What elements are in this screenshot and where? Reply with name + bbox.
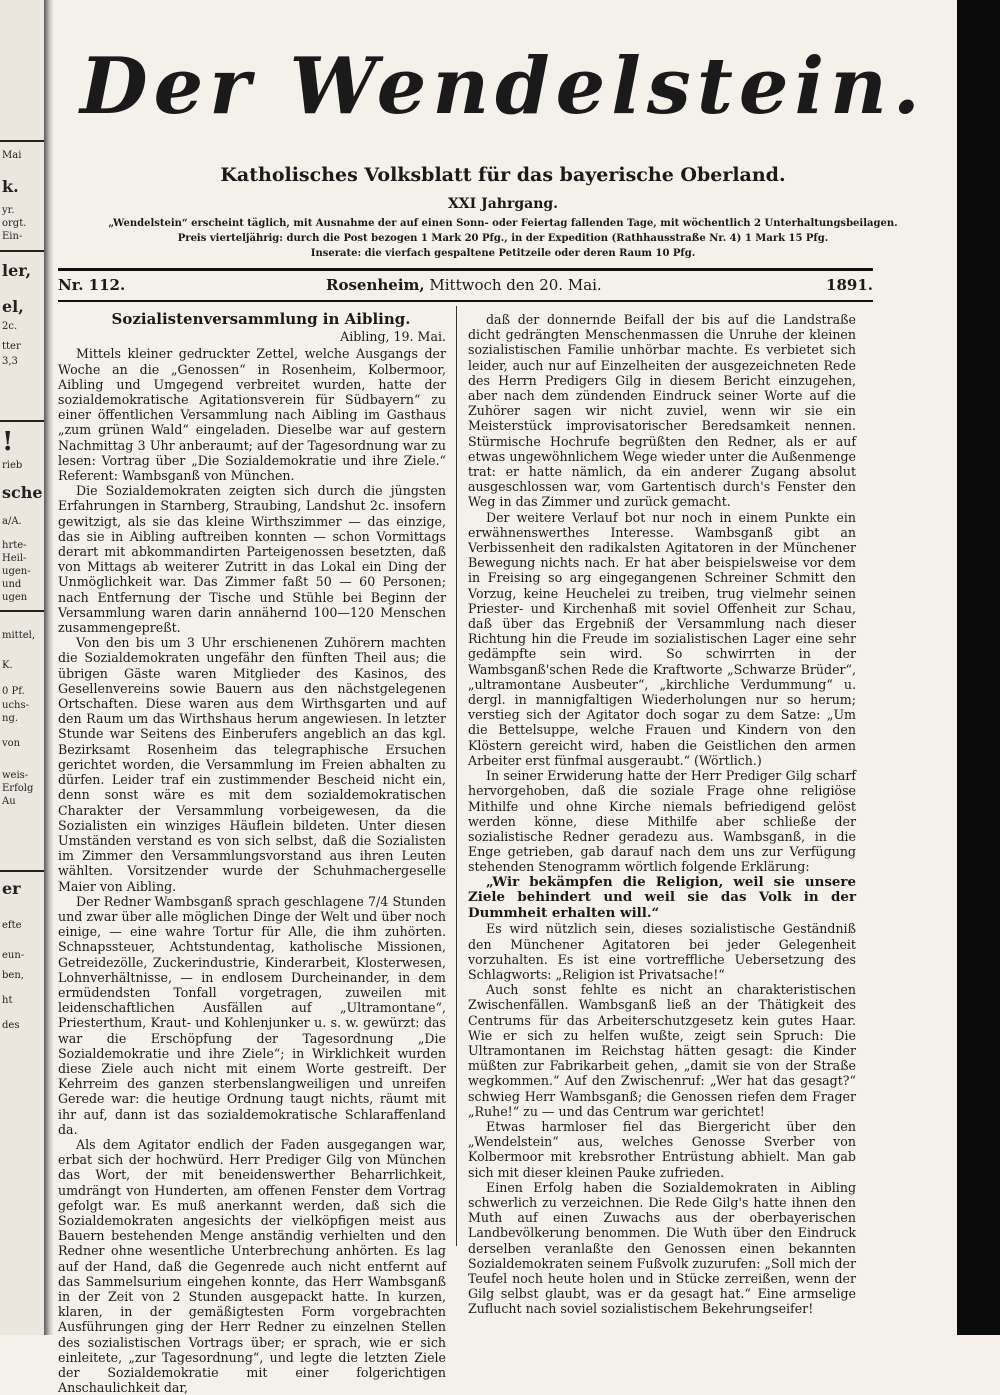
masthead-title: Der Wendelstein. (80, 41, 926, 132)
strip-fragment: ugen- (2, 566, 31, 577)
strip-fragment: Mai (2, 150, 22, 161)
price-info: Preis vierteljährig: durch die Post bezogen 1 Mark 20 Pfg., in der Expedition (Rathhausstraße Nr. 4) 1 Mark 15 Pfg. (177, 233, 829, 244)
article-column-right (468, 312, 856, 1317)
publication-info: „Wendelstein“ erscheint täglich, mit Ausnahme der auf einen Sonn- oder Feiertag fallenden Tage, mit wöchentlich 2 Unterhaltungsbeilagen. (108, 218, 898, 229)
paragraph: In seiner Erwiderung hatte der Herr Prediger Gilg scharf hervorgehoben, daß die soziale Frage ohne religiöse Mithilfe und ohne Kirche niemals befriedigend gelöst werden könne, diese Mithilfe aber schließe der sozialistische Redner geradezu aus. Wambsganß, in die Enge getrieben, gab darauf nach dem uns zur Verfügung stehenden Stenogramm wörtlich folgende Erklärung: (468, 768, 856, 875)
strip-fragment: efte (2, 920, 22, 931)
strip-rule (0, 250, 44, 252)
page-gutter (44, 0, 54, 1335)
masthead-subtitle: Katholisches Volksblatt für das bayerische Oberland. (220, 164, 786, 186)
strip-fragment: K. (2, 660, 13, 671)
date: Mittwoch den 20. Mai. (429, 276, 602, 294)
right-paragraphs-b (468, 921, 856, 1316)
strip-fragment: mittel, (2, 630, 36, 641)
strip-fragment: des (2, 1020, 20, 1031)
bottom-rule (58, 300, 873, 302)
strip-fragment: und (2, 579, 22, 590)
paragraph: Es wird nützlich sein, dieses sozialistische Geständniß den Münchener Agitatoren bei jeder Gelegenheit vorzuhalten. Es ist eine vortreffliche Uebersetzung des Schlagworts: „Religion ist Privatsache!“ (468, 921, 856, 982)
strip-fragment: el, (2, 297, 24, 316)
dateline (58, 276, 873, 300)
strip-fragment: ugen (2, 592, 28, 603)
strip-rule (0, 140, 44, 142)
strip-fragment: ht (2, 995, 13, 1006)
strip-fragment: a/A. (2, 516, 22, 527)
strip-fragment: ler, (2, 261, 32, 280)
strip-fragment: hrte- (2, 540, 27, 551)
volume-label: XXI Jahrgang. (447, 196, 559, 212)
paragraph: Der weitere Verlauf bot nur noch in einem Punkte ein erwähnenswerthes Interesse. Wambsganß gibt an Verbissenheit den radikalsten Agitatoren in der Münchener Bewegung nichts nach. Er hat aber beispielsweise vor dem in Freising so arg eingegangenen Schreiner Schmitt den Vorzug, keine Heuchelei zu treiben, trug vielmehr seinen Priester- und Kirchenhaß mit soviel Offenheit zur Schau, daß über das Ergebniß der Versammlung nach dieser Richtung hin die Freude im sozialistischen Lager eine sehr gedämpfte sein wird. So schwirrten in der Wambsganß'schen Rede die Kraftworte „Schwarze Brüder“, „ultramontane Ausbeuter“, „kirchliche Verdummung“ u. dergl. in mannigfaltigen Wiederholungen nur so herum; verstieg sich der Agitator doch sogar zu dem Satze: „Um die Bettelsuppe, welche Frauen und Kindern von den Klöstern gereicht wird, haben die Geistlichen den armen Arbeiter erst fünfmal ausgeraubt.“ (Wörtlich.) (468, 509, 856, 768)
strip-fragment: 2c. (2, 321, 18, 332)
year: 1891. (826, 276, 873, 294)
paragraph: daß der donnernde Beifall der bis auf die Landstraße dicht gedrängten Menschenmassen die Unruhe der kleinen sozialistischen Familie unhörbar machte. Es verbietet sich leider, auch nur auf Einzelheiten der ausgezeichneten Rede des Herrn Predigers Gilg in diesem Bericht einzugehen, aber nach dem zündenden Eindruck seiner Worte auf die Zuhörer sagen wir nicht zuviel, wenn wir sie ein Meisterstück improvisatorischer Beredsamkeit nennen. Stürmische Hochrufe begrüßten den Redner, als er auf etwas ungewöhnlichem Wege wieder unter die Außenmenge trat: er hatte nämlich, da ein anderer Zugang absolut ausgeschlossen war, vom Gartentisch durch's Fenster den Weg in das Zimmer und zurück gemacht. (468, 312, 856, 510)
article-column-left (58, 312, 446, 1395)
strip-fragment: eun- (2, 950, 25, 961)
newspaper-page (58, 0, 948, 1395)
strip-fragment: von (2, 738, 21, 749)
strip-rule (0, 610, 44, 612)
bold-quote: „Wir bekämpfen die Religion, weil sie unsere Ziele behindert und weil sie das Volk in der Dummheit erhalten will.“ (468, 873, 856, 921)
article-byline: Aibling, 19. Mai. (340, 329, 446, 345)
strip-fragment: uchs- (2, 700, 29, 711)
strip-fragment: ben, (2, 970, 24, 981)
strip-fragment: tter (2, 341, 21, 352)
strip-fragment: ng. (2, 713, 19, 724)
top-rule (58, 268, 873, 271)
strip-fragment: k. (2, 177, 19, 196)
strip-fragment: Erfolg (2, 783, 34, 794)
paragraph: Der Redner Wambsganß sprach geschlagene 7/4 Stunden und zwar über alle möglichen Dinge der Welt und über noch einige, — eine wahre Tortur für Alle, die ihm zuhörten. Schnapssteuer, Achtstundentag, katholische Missionen, Getreidezölle, Zuckerindustrie, Kinderarbeit, Klosterwesen, Lohnverhältnisse, — in endlosem Durcheinander, in dem ermüdendsten Tonfall vorgetragen, zuweilen mit leidenschaftlichen Ausfällen auf „Ultramontane“, Priesterthum, Kraut- und Kohlenjunker u. s. w. gewürzt: das war die Erschöpfung der Tagesordnung „Die Sozialdemokratie und ihre Ziele“; in Wirklichkeit wurden diese Ziele auch nicht mit einem Worte gestreift. Der Kehrreim des ganzen sterbenslangweiligen und unreifen Gerede war: die heutige Ordnung taugt nichts, räumt mit ihr auf, dann ist das sozialdemokratische Schlaraffenland da. (58, 893, 446, 1137)
strip-fragment: er (2, 879, 21, 898)
strip-rule (0, 870, 44, 872)
left-paragraphs (58, 346, 446, 1395)
place-date (326, 276, 602, 294)
paragraph: Einen Erfolg haben die Sozialdemokraten in Aibling schwerlich zu verzeichnen. Die Rede Gilg's hatte ihnen den Muth auf einen Zuwachs aus der oberbayerischen Landbevölkerung benommen. Die Wuth über den Eindruck derselben veranlaßte den Genossen einen bekannten Sozialdemokraten seinem Fußvolk zuzurufen: „Soll mich der Teufel noch heute holen und in Stücke zerreißen, wenn der Gilg selbst glaubt, was er da gesagt hat.“ Eine armselige Zuflucht nach soviel sozialistischem Bekehrungseifer! (468, 1179, 856, 1317)
paragraph: Von den bis um 3 Uhr erschienenen Zuhörern machten die Sozialdemokraten ungefähr den fünften Theil aus; die übrigen Gäste waren Mitglieder des Kasinos, des Gesellenvereins sowie Bauern aus den nächstgelegenen Ortschaften. Diese waren aus dem Wirthsgarten und auf den Raum um das Wirthshaus herum angewiesen. In letzter Stunde war Seitens des Einberufers angeblich an das kgl. Bezirksamt Rosenheim das telegraphische Ersuchen gerichtet worden, die Versammlung im Freien abhalten zu dürfen. Leider traf ein zustimmender Bescheid nicht ein, denn sonst wäre es mit dem sozialdemokratischen Charakter der Versammlung vorbeigewesen, da die Sozialisten ein winziges Häuflein bildeten. Unter diesen Umständen verstand es von sich selbst, daß die Sozialisten im Zimmer den Versammlungsvorstand aus ihren Leuten wählten. Vorsitzender wurde der Schuhmachergeselle Maier von Aibling. (58, 635, 446, 894)
issue-number: Nr. 112. (58, 276, 126, 294)
scan-edge-bar (957, 0, 1000, 1335)
strip-fragment: 0 Pf. (2, 686, 25, 697)
strip-fragment: yr. (2, 205, 15, 216)
paragraph: Mittels kleiner gedruckter Zettel, welche Ausgangs der Woche an die „Genossen“ in Rosenheim, Kolbermoor, Aibling und Umgegend verbreitet wurden, hatte der sozialdemokratische Agitationsverein für Südbayern“ zu einer öffentlichen Versammlung nach Aibling im Gasthaus „zum grünen Wald“ eingeladen. Dieselbe war auf gestern Nachmittag 3 Uhr anberaumt; auf der Tagesordnung war zu lesen: Vortrag über „Die Sozialdemokratie und ihre Ziele.“ Referent: Wambsganß von München. (58, 346, 446, 484)
strip-fragment: Ein- (2, 231, 23, 242)
article-title: Sozialistenversammlung in Aibling. (111, 310, 411, 328)
paragraph: Die Sozialdemokraten zeigten sich durch die jüngsten Erfahrungen in Starnberg, Straubing, Landshut 2c. insofern gewitzigt, als sie das kleine Wirthszimmer — das einzige, das sie in Aibling auftreiben konnten — schon Vormittags derart mit abkommandirten Parteigenossen besetzten, daß von Mittags ab weiterer Zutritt in das Lokal ein Ding der Unmöglichkeit war. Das Zimmer faßt 50 — 60 Personen; nach Entfernung der Tische und Stühle bei Beginn der Versammlung waren darin annähernd 100—120 Menschen zusammengepreßt. (58, 483, 446, 636)
strip-fragment: sche (2, 483, 43, 502)
strip-fragment: Heil- (2, 553, 27, 564)
strip-fragment: 3,3 (2, 356, 18, 367)
right-paragraphs-a (468, 312, 856, 875)
strip-fragment: weis- (2, 770, 29, 781)
place: Rosenheim, (326, 276, 425, 294)
paragraph: Auch sonst fehlte es nicht an charakteristischen Zwischenfällen. Wambsganß ließ an der Thätigkeit des Centrums für das Arbeiterschutzgesetz kein gutes Haar. Wie er sich zu helfen wußte, zeigt sein Spruch: Die Ultramontanen im Reichstag hätten gesagt: die Kinder müßten zur Fabrikarbeit gehen, „damit sie von der Straße wegkommen.“ Auf den Zwischenruf: „Wer hat das gesagt?“ schwieg Herr Wambsganß; die Genossen riefen dem Frager „Ruhe!“ zu — und das Centrum war gerichtet! (468, 982, 856, 1119)
strip-fragment: ! (2, 427, 14, 457)
advert-info: Inserate: die vierfach gespaltene Petitzeile oder deren Raum 10 Pfg. (310, 248, 696, 259)
paragraph: Als dem Agitator endlich der Faden ausgegangen war, erbat sich der hochwürd. Herr Prediger Gilg von München das Wort, der mit beneidenswerther Beharrlichkeit, umdrängt von Hunderten, am offenen Fenster dem Vortrag gefolgt war. Es muß anerkannt werden, daß sich die Sozialdemokraten angesichts der vielköpfigen meist aus Bauern bestehenden Menge anständig verhielten und den Redner ohne wesentliche Unterbrechung anhörten. Es lag auf der Hand, daß die Gegenrede auch nicht entfernt auf das Sammelsurium eingehen konnte, das Herr Wambsganß in der Zeit von 2 Stunden ausgepackt hatte. In kurzen, klaren, in der gemäßigtesten Form vorgebrachten Ausführungen ging der Herr Redner zu einzelnen Stellen des sozialistischen Vortrags über; er sprach, wie er sich einleitete, „zur Tagesordnung“, und legte die letzten Ziele der Sozialdemokratie mit einer folgerichtigen Anschaulichkeit dar, (58, 1136, 446, 1395)
strip-rule (0, 420, 44, 422)
strip-fragment: Au (2, 796, 16, 807)
adjacent-page-strip (0, 0, 44, 1335)
paragraph: Etwas harmloser fiel das Biergericht über den „Wendelstein“ aus, welches Genosse Sverber von Kolbermoor mit krebsrother Entrüstung abhielt. Man gab sich mit dieser kleinen Pauke zufrieden. (468, 1118, 856, 1180)
column-divider (456, 306, 457, 1246)
strip-fragment: orgt. (2, 218, 27, 229)
strip-fragment: rieb (2, 460, 23, 471)
